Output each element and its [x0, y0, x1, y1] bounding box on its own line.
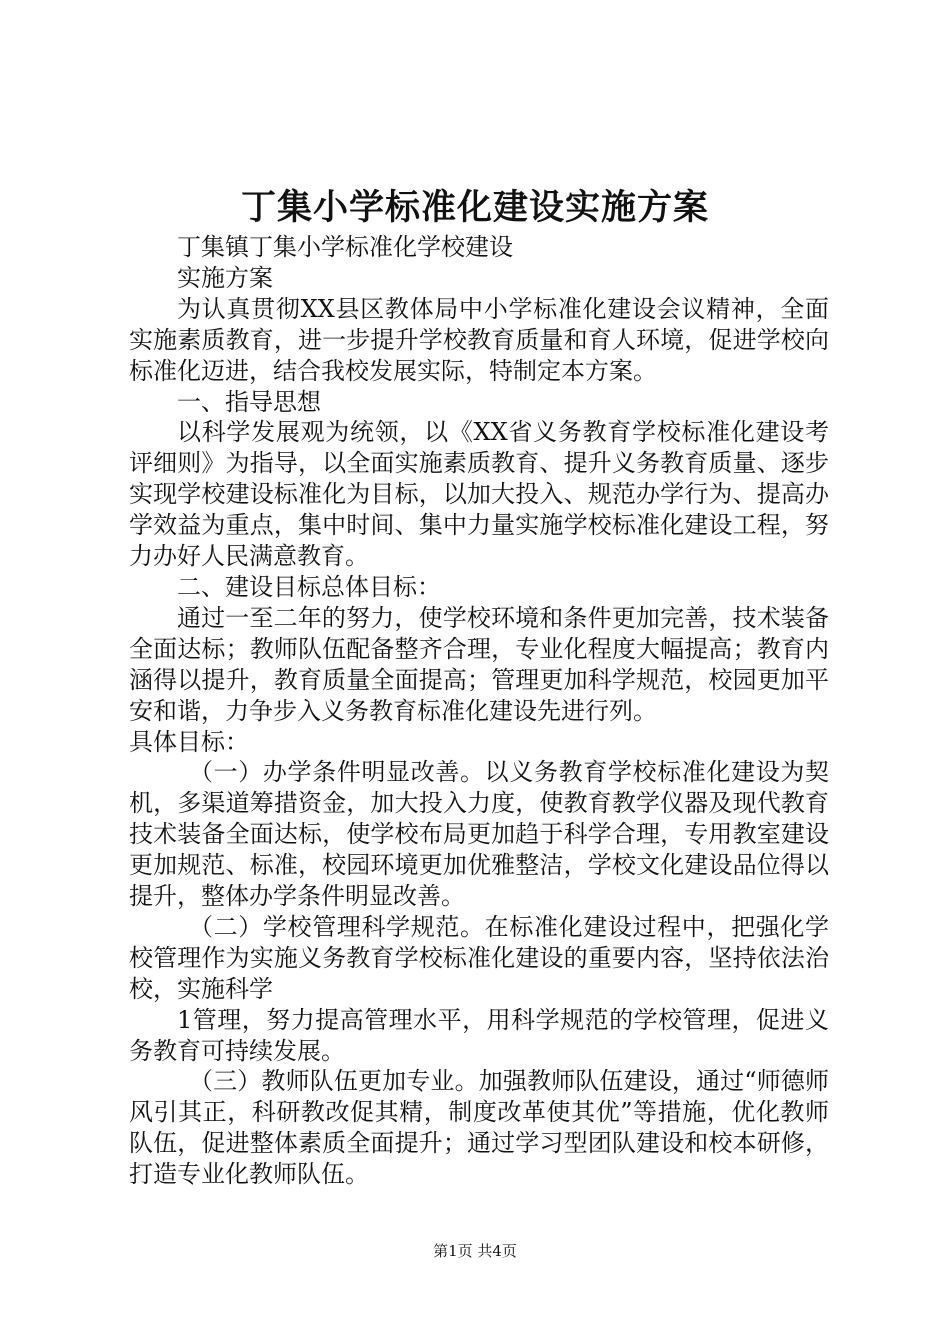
heading-guiding-ideology: 一、指导思想: [177, 387, 321, 416]
page-footer: 第1页 共4页: [433, 1242, 517, 1260]
heading-construction-goals: 二、建设目标总体目标：: [177, 572, 441, 601]
document-body: [129, 232, 829, 1190]
paragraph-goal-2-continued: 1管理，努力提高管理水平，用科学规范的学校管理，促进义务教育可持续发展。: [129, 1005, 829, 1065]
paragraph-goal-2: （二）学校管理科学规范。在标准化建设过程中，把强化学校管理作为实施义务教育学校标准化建设的重要内容，坚持依法治校，实施科学: [129, 912, 829, 1003]
paragraph-goal-1: （一）办学条件明显改善。以义务教育学校标准化建设为契机，多渠道筹措资金，加大投入力度，使教育教学仪器及现代教育技术装备全面达标，使学校布局更加趋于科学合理，专用教室建设更加规范、标准，校园环境更加优雅整洁，学校文化建设品位得以提升，整体办学条件明显改善。: [129, 758, 829, 911]
paragraph-overall-goals: 通过一至二年的努力，使学校环境和条件更加完善，技术装备全面达标；教师队伍配备整齐合理，专业化程度大幅提高；教育内涵得以提升，教育质量全面提高；管理更加科学规范，校园更加平安和谐，力争步入义务教育标准化建设先进行列。: [129, 603, 829, 725]
paragraph-goal-3: （三）教师队伍更加专业。加强教师队伍建设，通过“师德师风引其正，科研教改促其精，制度改革使其优”等措施，优化教师队伍，促进整体素质全面提升；通过学习型团队建设和校本研修，打造专业化教师队伍。: [129, 1067, 829, 1189]
paragraph-intro: 为认真贯彻XX县区教体局中小学标准化建设会议精神，全面实施素质教育，进一步提升学校教育质量和育人环境，促进学校向标准化迈进，结合我校发展实际，特制定本方案。: [129, 294, 829, 385]
paragraph-subtitle-line2: 实施方案: [177, 263, 273, 292]
paragraph-subtitle-line1: 丁集镇丁集小学标准化学校建设: [177, 233, 513, 261]
heading-specific-goals: 具体目标：: [129, 727, 249, 756]
document-title: 丁集小学标准化建设实施方案: [240, 187, 709, 228]
paragraph-guiding-ideology: 以科学发展观为统领，以《XX省义务教育学校标准化建设考评细则》为指导，以全面实施素质教育、提升义务教育质量、逐步实现学校建设标准化为目标，以加大投入、规范办学行为、提高办学效益为重点，集中时间、集中力量实施学校标准化建设工程，努力办好人民满意教育。: [129, 418, 829, 571]
